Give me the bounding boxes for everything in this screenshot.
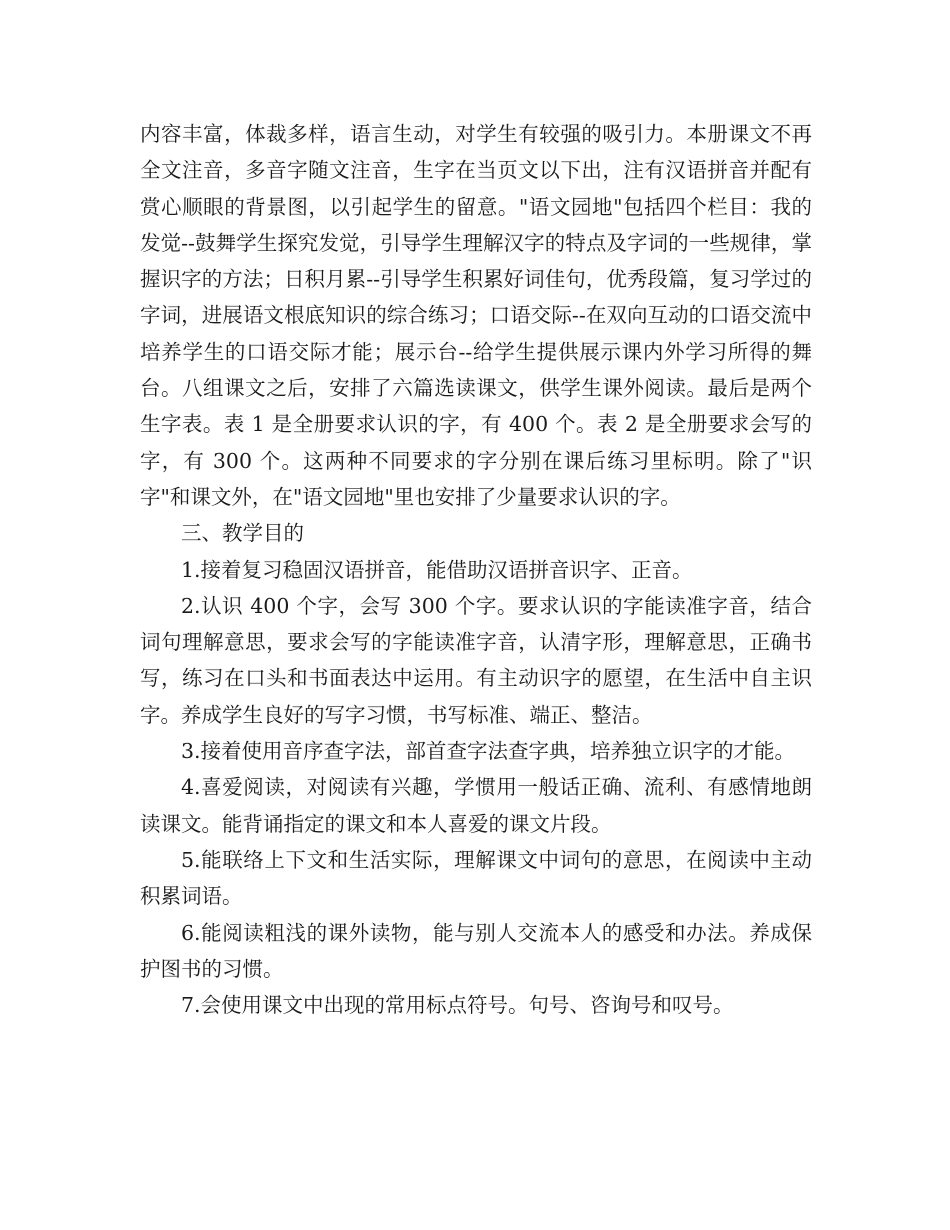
goal-item-6: 6.能阅读粗浅的课外读物，能与别人交流本人的感受和办法。养成保护图书的习惯。	[140, 920, 812, 981]
goal-item-7: 7.会使用课文中出现的常用标点符号。句号、咨询号和叹号。	[181, 993, 734, 1018]
goal-item-1: 1.接着复习稳固汉语拼音，能借助汉语拼音识字、正音。	[181, 557, 693, 582]
goal-item-4: 4.喜爱阅读，对阅读有兴趣，学惯用一般话正确、流利、有感情地朗读课文。能背诵指定的课文和本人喜爱的课文片段。	[140, 775, 812, 836]
goal-item-5: 5.能联络上下文和生活实际，理解课文中词句的意思，在阅读中主动积累词语。	[140, 847, 812, 909]
goal-item-3: 3.接着使用音序查字法，部首查字法查字典，培养独立识字的才能。	[181, 739, 796, 764]
goal-item-2: 2.认识 400 个字，会写 300 个字。要求认识的字能读准字音，结合词句理解意思，要求会写的字能读准字音，认清字形，理解意思，正确书写，练习在口头和书面表达中运用。有主动识字的愿望，在生活中自主识字。养成学生良好的写字习惯，书写标准、端正、整洁。	[140, 593, 812, 727]
intro-paragraph: 内容丰富，体裁多样，语言生动，对学生有较强的吸引力。本册课文不再全文注音，多音字随文注音，生字在当页文以下出，注有汉语拼音并配有赏心顺眼的背景图，以引起学生的留意。"语文园地"包括四个栏目：我的发觉--鼓舞学生探究发觉，引导学生理解汉字的特点及字词的一些规律，掌握识字的方法；日积月累--引导学生积累好词佳句，优秀段篇，复习学过的字词，进展语文根底知识的综合练习；口语交际--在双向互动的口语交流中培养学生的口语交际才能；展示台--给学生提供展示课内外学习所得的舞台。八组课文之后，安排了六篇选读课文，供学生课外阅读。最后是两个生字表。表 1 是全册要求认识的字，有 400 个。表 2 是全册要求会写的字，有 300 个。这两种不同要求的字分别在课后练习里标明。除了"识字"和课文外，在"语文园地"里也安排了少量要求认识的字。	[140, 122, 812, 509]
section-heading: 三、教学目的	[181, 521, 304, 546]
document-page	[140, 116, 812, 1023]
